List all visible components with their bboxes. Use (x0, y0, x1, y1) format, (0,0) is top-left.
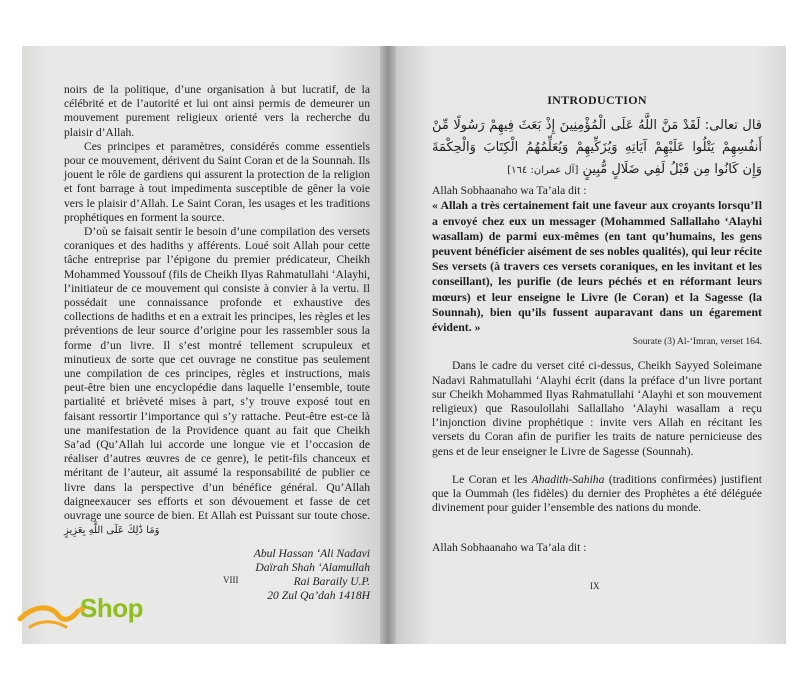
left-paragraph-3-text: D’où se faisait sentir le besoin d’une compilation des versets coraniques et des hadiths y afférents. Loué soit Allah pour cette tâche entreprise par l’épigone du premier prédicateur, Cheikh Mohammed Youssouf (fils de Cheikh Ilyas Rahmatullahi ‘Alayhi, l’initiateur de ce mouvement qui consiste à convier à la vertu. Il possédait une connaissance profonde et exhaustive des collections de hadiths et en a extrait les principes, les règles et les préventions de leur source d’origine pour les rassembler sous la forme d’un livre. Il s’est montré tellement scrupuleux et minutieux de sorte que cet ouvrage ne constitue pas seulement une compilation de ces principes, règles et instructions, mais peut-être bien une encyclopédie dans laquelle l’ensemble, toute partialité et brièveté mises à part, s’y trouve exposé tout en faisant ressortir l’importance qui s’y rattache. Peut-être est-ce là une manifestation de la Providence quant au fait que Cheikh Sa’ad (Qu’Allah lui accorde une longue vie et l’occasion de réaliser d’autres œuvres de ce genre), le petit-fils chanceux et méritant de l’auteur, ait assumé la responsabilité de publier ce livre dans la perspective d’un bénéfice général. Qu’Allah daigneexaucer ses efforts et son dévouement et fasse de cet ouvrage une source de bien. Et Allah est Puissant sur toute chose. (64, 225, 370, 523)
closing-arabic-phrase: وَمَا ذَٰلِكَ عَلَى اللَّهِ بِعَزِيزٍ (64, 525, 160, 537)
verse-translation: « Allah a très certainement fait une faveur aux croyants lorsqu’Il a envoyé chez eux un messager (Mohammed Sallallaho ‘Alayhi wasallam) de parmi eux-mêmes (en tant qu’humains, les gens peuvent bénéficier aisément de ses nobles qualités), qui leur récite Ses versets (à travers ces versets coraniques, en les invitant et les conseillant), les purifie (de leurs péchés et en réformant leurs mœurs) et leur enseigne le Livre (le Coran) et la Sagesse (la Sounnah), bien qu’ils fussent auparavant dans un égarement évident. » (432, 198, 762, 335)
signature-place: Daïrah Shah ‘Alamullah (255, 560, 370, 574)
signature-date: 20 Zul Qa’dah 1418H (267, 589, 370, 603)
shop-logo-text: Shop (80, 593, 143, 623)
coran-text-after: (traditions confirmées) justifient que la Oummah (les fidèles) du dernier des Prophètes a été déléguée divinement pour guider l’ensemble des nations du monde. (432, 472, 762, 515)
left-paragraph-1: noirs de la politique, d’une organisation à but lucratif, de la célébrité et de l’autorité et lui ont ainsi permis de demeurer un mouvement purement religieux orienté vers la recherche du plaisir d’Allah. (64, 83, 370, 139)
arabic-verse-text: قال تعالى: لَقَدْ مَنَّ اللَّهُ عَلَى الْمُؤْمِنِينَ إِذْ بَعَثَ فِيهِمْ رَسُولًا مِّنْ أَنفُسِهِمْ يَتْلُوا عَلَيْهِمْ آيَاتِهِ وَيُزَكِّيهِمْ وَيُعَلِّمُهُمُ الْكِتَابَ وَالْحِكْمَةَ وَإِن كَانُوا مِن قَبْلُ لَفِي ضَلَالٍ مُّبِينٍ (432, 118, 762, 178)
coran-text-before: Le Coran et les (452, 472, 532, 486)
right-paragraph-2 (432, 473, 762, 516)
signature-name: Abul Hassan ‘Ali Nadavi (253, 546, 370, 560)
right-page-number: IX (590, 581, 600, 591)
right-page-text (432, 93, 762, 556)
left-page-text (64, 83, 370, 603)
verse-reference-row (432, 335, 762, 349)
book-gutter (380, 46, 396, 644)
coran-text-italic: Ahadith-Sahiha (531, 472, 605, 486)
left-paragraph-3 (64, 225, 370, 538)
left-page-number: VIII (223, 575, 239, 585)
signature-city: Rai Baraily U.P. (293, 574, 370, 588)
left-paragraph-2: Ces principes et paramètres, considérés comme essentiels pour ce mouvement, dérivent du Saint Coran et de la Sounnah. Ils jouent le rôle de gardiens qui assurent la protection de la religion et font barrage à tout impedimenta susceptible de gêner la voie vers le plaisir d’Allah. Le Saint Coran, les usages et les traditions prophétiques en forment la source. (64, 139, 370, 224)
verse-intro-line: Allah Sobhaanaho wa Ta’ala dit : (432, 184, 587, 198)
arabic-verse (432, 115, 762, 182)
closing-line: Allah Sobhaanaho wa Ta’ala dit : (432, 541, 587, 555)
arabic-verse-ref: [آل عمران: ١٦٤] (507, 165, 579, 177)
right-paragraph-1: Dans le cadre du verset cité ci-dessus, Cheikh Sayyed Soleimane Nadavi Rahmatullahi ‘Alayhi écrit (dans la préface d’un livre portant sur Cheikh Mohammed Ilyas Rahmatullahi ‘Alayhi et son mouvement religieux) que Rasoulollahi Sallallaho ‘Alayhi wasallam a reçu l’injonction divine prophétique : invite vers Allah en récitant les versets du Coran afin de purifier les traits de nature pernicieuse des gens et de leur enseigner le Livre de Sagesse (Sounnah). (432, 359, 762, 458)
chapter-title: INTRODUCTION (547, 93, 647, 107)
verse-reference: Sourate (3) Al-‘Imran, verset 164. (632, 337, 762, 348)
